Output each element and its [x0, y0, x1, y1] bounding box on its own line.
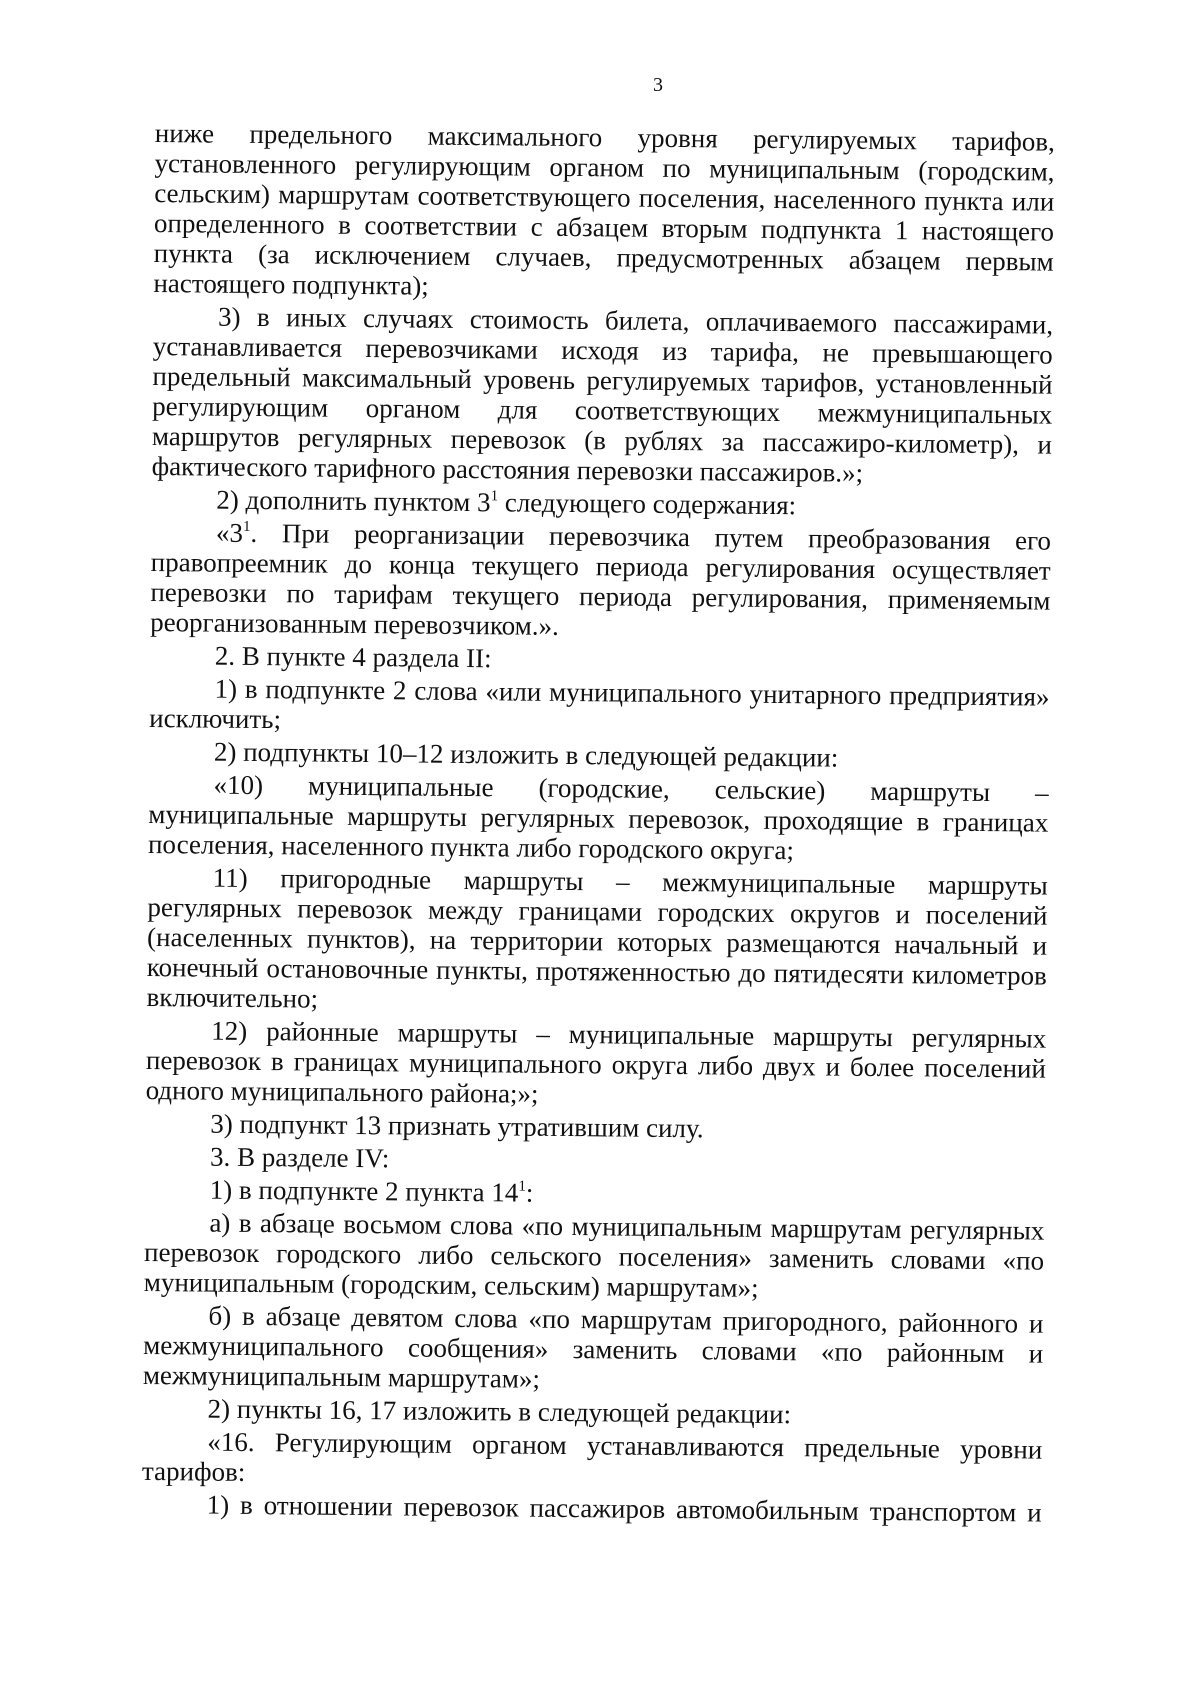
paragraph-text: 1) в подпункте 2 слова «или муниципального унитарного предприятия» исключить;: [149, 673, 1050, 735]
paragraph: [145, 1108, 1045, 1147]
paragraph-text: 12) районные маршруты – муниципальные маршруты регулярных перевозок в границах муниципального округа либо двух и более поселений одного муниципального района;»;: [145, 1015, 1047, 1109]
superscript: 1: [518, 1178, 526, 1195]
paragraph: [149, 673, 1050, 742]
paragraph-text-continued: :: [525, 1177, 534, 1208]
paragraph: [145, 1141, 1045, 1180]
paragraph: [153, 118, 1055, 307]
paragraph: [146, 1015, 1047, 1114]
paragraph: [148, 769, 1049, 868]
paragraph-text: 3) подпункт 13 признать утратившим силу.: [210, 1108, 704, 1144]
paragraph-text: 3. В разделе IV:: [209, 1141, 390, 1174]
paragraph-text: а) в абзаце восьмом слова «по муниципальным маршрутам регулярных перевозок городского либо сельского поселения» заменить словами «по муниципальным (городским, сельским) маршрутам»;: [143, 1207, 1045, 1303]
paragraph: [142, 1393, 1042, 1432]
paragraph: [145, 1174, 1045, 1213]
paragraph-text: 1) в подпункте 2 пункта 14: [209, 1174, 519, 1208]
paragraph: [151, 484, 1051, 523]
paragraph-text: 2) пункты 16, 17 изложить в следующей редакции:: [207, 1393, 792, 1430]
paragraph: [142, 1426, 1043, 1495]
paragraph-text: 2) дополнить пунктом 3: [216, 484, 491, 518]
paragraph-text: «10) муниципальные (городские, сельские) маршруты – муниципальные маршруты регулярных перевозок, проходящие в границах поселения, населенного пункта либо городского округа;: [147, 769, 1049, 866]
paragraph: [149, 736, 1049, 775]
paragraph-text: б) в абзаце девятом слова «по маршрутам пригородного, районного и межмуниципального сообщения» заменить словами «по районным и межмуниципальным маршрутам»;: [142, 1300, 1044, 1394]
paragraph-text: 11) пригородные маршруты – межмуниципальные маршруты регулярных перевозок между границами городских округов и поселений (населенных пунктов), на территории которых размещаются начальный и конечный остановочные пункты, протяженностью до пятидесяти километров включительно;: [146, 862, 1048, 1014]
page-number: 3: [653, 74, 663, 96]
paragraph-text: ниже предельного максимального уровня регулируемых тарифов, установленного регулирующим органом по муниципальным (городским, сельским) маршрутам соответствующего поселения, населенного пункта или определенного в соответствии с абзацем вторым подпункта 1 настоящего пункта (за исключением случаев, предусмотренных абзацем первым настоящего подпункта);: [153, 118, 1055, 301]
paragraph-text: 2. В пункте 4 раздела II:: [214, 640, 492, 674]
paragraph: [150, 517, 1051, 646]
paragraph: [152, 301, 1054, 490]
document-body: [142, 118, 1055, 1531]
paragraph: [150, 640, 1050, 679]
paragraph-text: «16. Регулирующим органом устанавливаются предельные уровни тарифов:: [141, 1426, 1043, 1487]
paragraph: [146, 862, 1047, 1021]
paragraph-text: 3) в иных случаях стоимость билета, оплачиваемого пассажирами, устанавливается перевозчиками исходя из тарифа, не превышающего предельный максимальный уровень регулируемых тарифов, установленный регулирующим органом для соответствующих межмуниципальных маршрутов регулярных перевозок (в рублях за пассажиро-километр), и фактического тарифного расстояния перевозки пассажиров.»;: [151, 301, 1054, 488]
paragraph: [144, 1207, 1045, 1306]
paragraph-text-continued: следующего содержания:: [497, 487, 797, 521]
superscript: 1: [490, 488, 499, 505]
paragraph: [143, 1300, 1044, 1399]
paragraph-text-continued: . При реорганизации перевозчика путем преобразования его правопреемник до конца текущего периода регулирования осуществляет перевозки по тарифам текущего периода регулирования, применяемым реорганизованным перевозчиком.».: [150, 517, 1052, 641]
paragraph-text: 1) в отношении перевозок пассажиров автомобильным транспортом и: [206, 1489, 1042, 1528]
superscript: 1: [243, 518, 251, 535]
paragraph: [142, 1489, 1042, 1528]
paragraph-text: «3: [215, 517, 244, 548]
paragraph-text: 2) подпункты 10–12 изложить в следующей редакции:: [213, 736, 839, 773]
